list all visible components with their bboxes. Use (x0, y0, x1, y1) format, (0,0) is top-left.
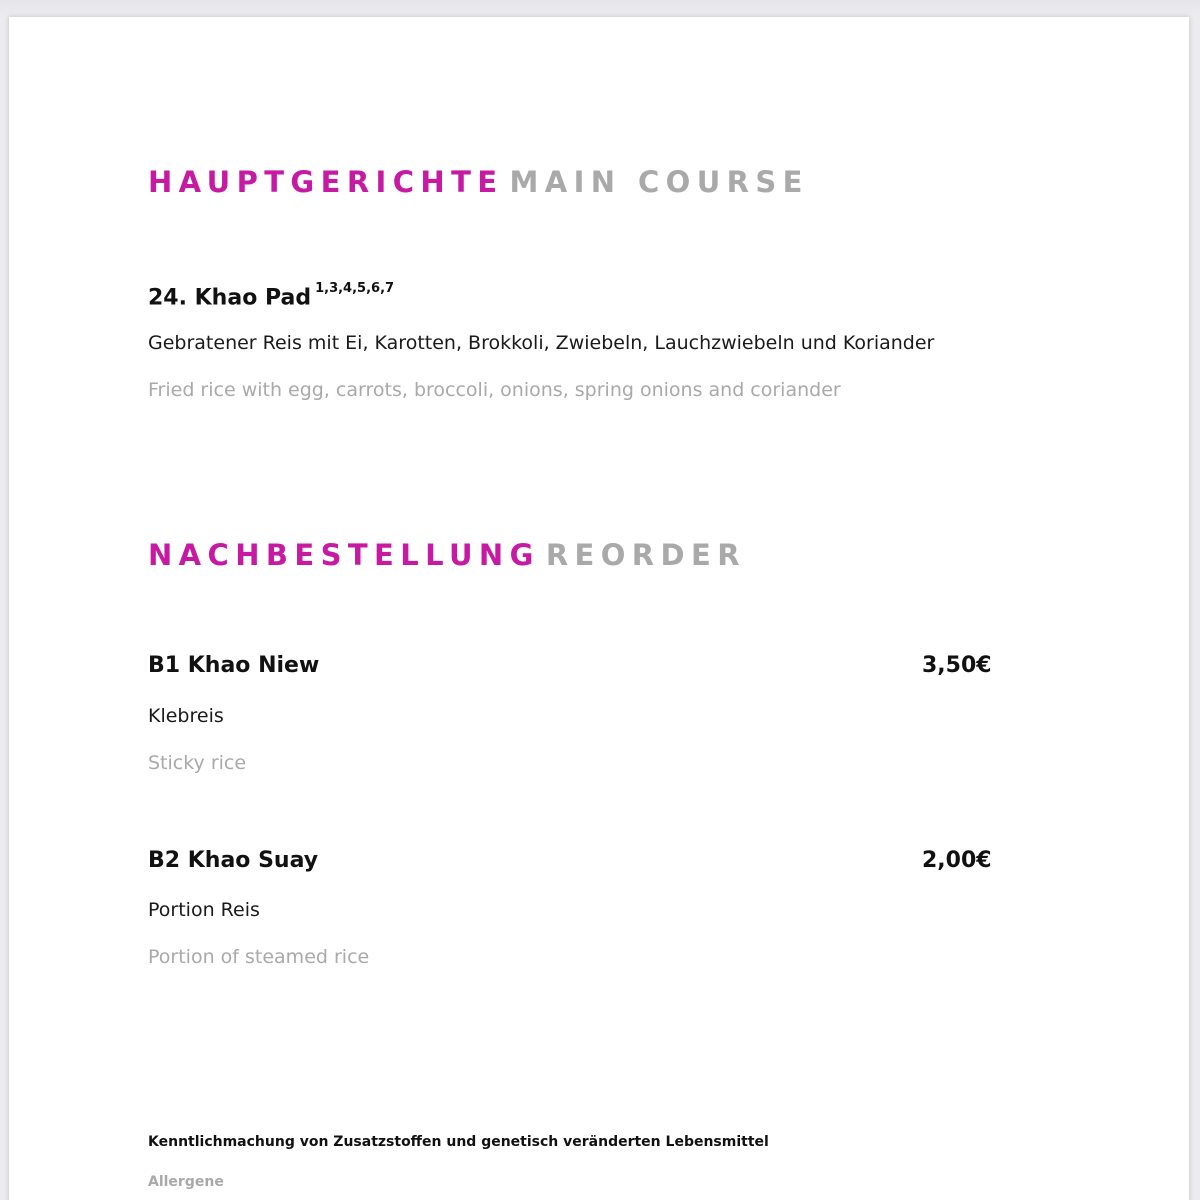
dish-title-khao-niew: B1 Khao Niew (148, 653, 320, 678)
dish-name: 24. Khao Pad (148, 285, 312, 311)
section-heading-main-course (148, 165, 809, 199)
dish-description-de: Portion Reis (148, 899, 260, 921)
dish-price: 3,50€ (922, 653, 992, 678)
allergen-codes: 1,3,4,5,6,7 (315, 281, 395, 296)
section-title-de: HAUPTGERICHTE (148, 165, 504, 199)
footnote-subtitle: Allergene (148, 1174, 224, 1190)
dish-description-en: Sticky rice (148, 752, 247, 774)
dish-price: 2,00€ (922, 848, 992, 873)
section-title-de: NACHBESTELLUNG (148, 538, 540, 572)
document-page (9, 17, 1189, 1200)
section-title-en: REORDER (545, 538, 746, 572)
section-heading-reorder (148, 538, 746, 572)
dish-title-khao-suay: B2 Khao Suay (148, 848, 319, 873)
dish-description-de: Gebratener Reis mit Ei, Karotten, Brokkoli, Zwiebeln, Lauchzwiebeln und Koriander (148, 332, 935, 354)
footnote-title: Kenntlichmachung von Zusatzstoffen und genetisch veränderten Lebensmittel (148, 1134, 769, 1150)
section-title-en: MAIN COURSE (509, 165, 809, 199)
dish-description-en: Fried rice with egg, carrots, broccoli, onions, spring onions and coriander (148, 379, 841, 401)
dish-description-en: Portion of steamed rice (148, 946, 370, 968)
dish-description-de: Klebreis (148, 705, 224, 727)
dish-title-khao-pad (148, 279, 394, 312)
